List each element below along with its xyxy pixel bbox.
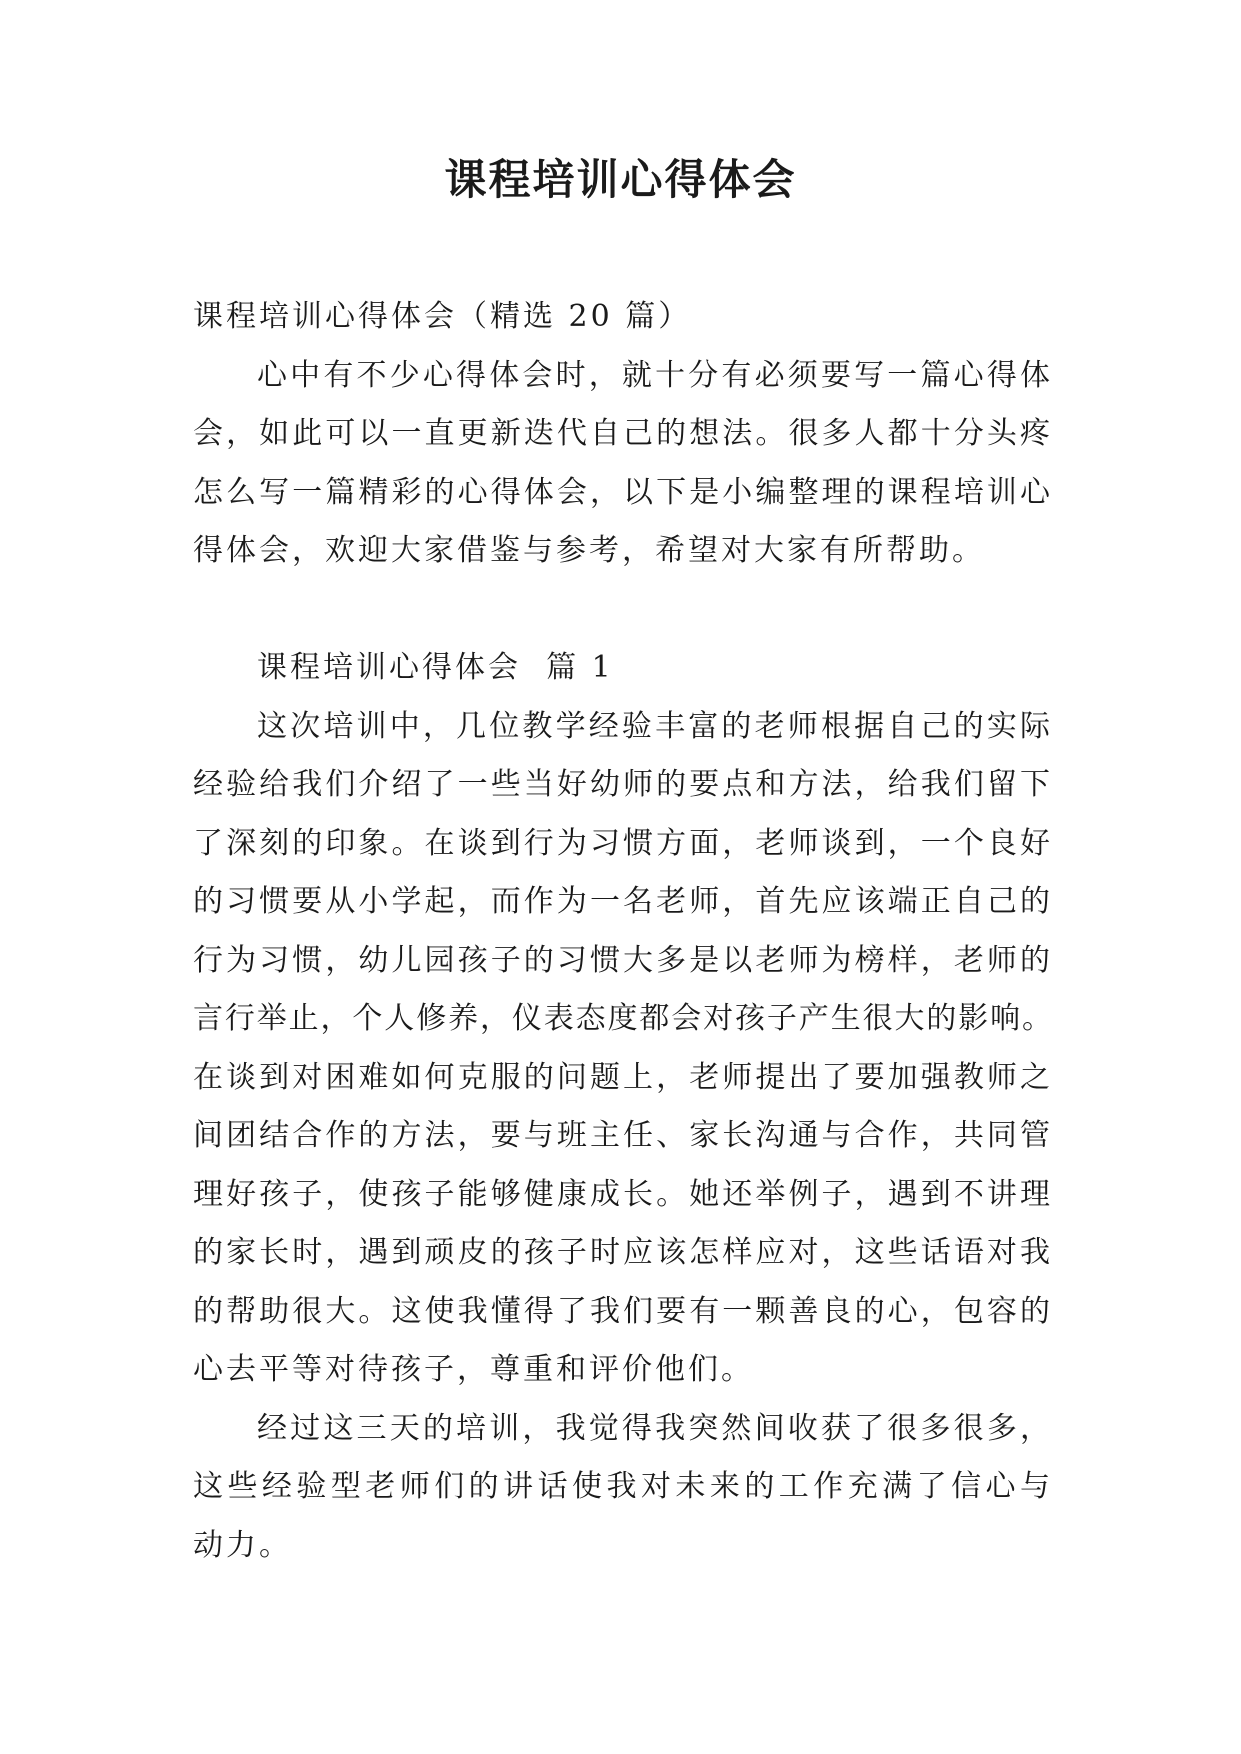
text-line: 在谈到对困难如何克服的问题上，老师提出了要加强教师之: [193, 1059, 1053, 1095]
text-line: 经过这三天的培训，我觉得我突然间收获了很多很多，: [257, 1410, 1053, 1446]
text-line: 动力。: [193, 1527, 292, 1563]
text-line: 的帮助很大。这使我懂得了我们要有一颗善良的心，包容的: [193, 1293, 1053, 1329]
text-line: 会，如此可以一直更新迭代自己的想法。很多人都十分头疼: [193, 416, 1053, 451]
text-line: 这些经验型老师们的讲话使我对未来的工作充满了信心与: [193, 1469, 1053, 1504]
text-line: 心中有不少心得体会时，就十分有必须要写一篇心得体: [257, 357, 1053, 393]
text-line: 经验给我们介绍了一些当好幼师的要点和方法，给我们留下: [193, 767, 1053, 802]
text-line: 的习惯要从小学起，而作为一名老师，首先应该端正自己的: [193, 884, 1053, 919]
text-line: 怎么写一篇精彩的心得体会，以下是小编整理的课程培训心: [193, 474, 1053, 510]
text-line: 理好孩子，使孩子能够健康成长。她还举例子，遇到不讲理: [193, 1176, 1053, 1212]
section-heading: 课程培训心得体会 篇 1: [257, 650, 614, 685]
paragraph-2: [193, 1400, 1053, 1576]
text-line: 言行举止，个人修养，仪表态度都会对孩子产生很大的影响。: [193, 1001, 1053, 1036]
text-line: 间团结合作的方法，要与班主任、家长沟通与合作，共同管: [193, 1118, 1053, 1153]
text-line: 的家长时，遇到顽皮的孩子时应该怎样应对，这些话语对我: [193, 1235, 1053, 1270]
text-line: 得体会，欢迎大家借鉴与参考，希望对大家有所帮助。: [193, 533, 985, 568]
text-line: 心去平等对待孩子，尊重和评价他们。: [193, 1352, 754, 1387]
text-line: 行为习惯，幼儿园孩子的习惯大多是以老师为榜样，老师的: [193, 942, 1053, 978]
text-line: 了深刻的印象。在谈到行为习惯方面，老师谈到，一个良好: [193, 825, 1053, 861]
document-body: [193, 288, 1053, 1575]
text-line: 这次培训中，几位教学经验丰富的老师根据自己的实际: [257, 708, 1053, 744]
intro-paragraph: [193, 347, 1053, 581]
paragraph-1: [193, 698, 1053, 1400]
document-subtitle: 课程培训心得体会（精选 20 篇）: [193, 299, 692, 334]
paragraph-gap: [193, 581, 1053, 640]
document-title: 课程培训心得体会: [444, 155, 797, 204]
